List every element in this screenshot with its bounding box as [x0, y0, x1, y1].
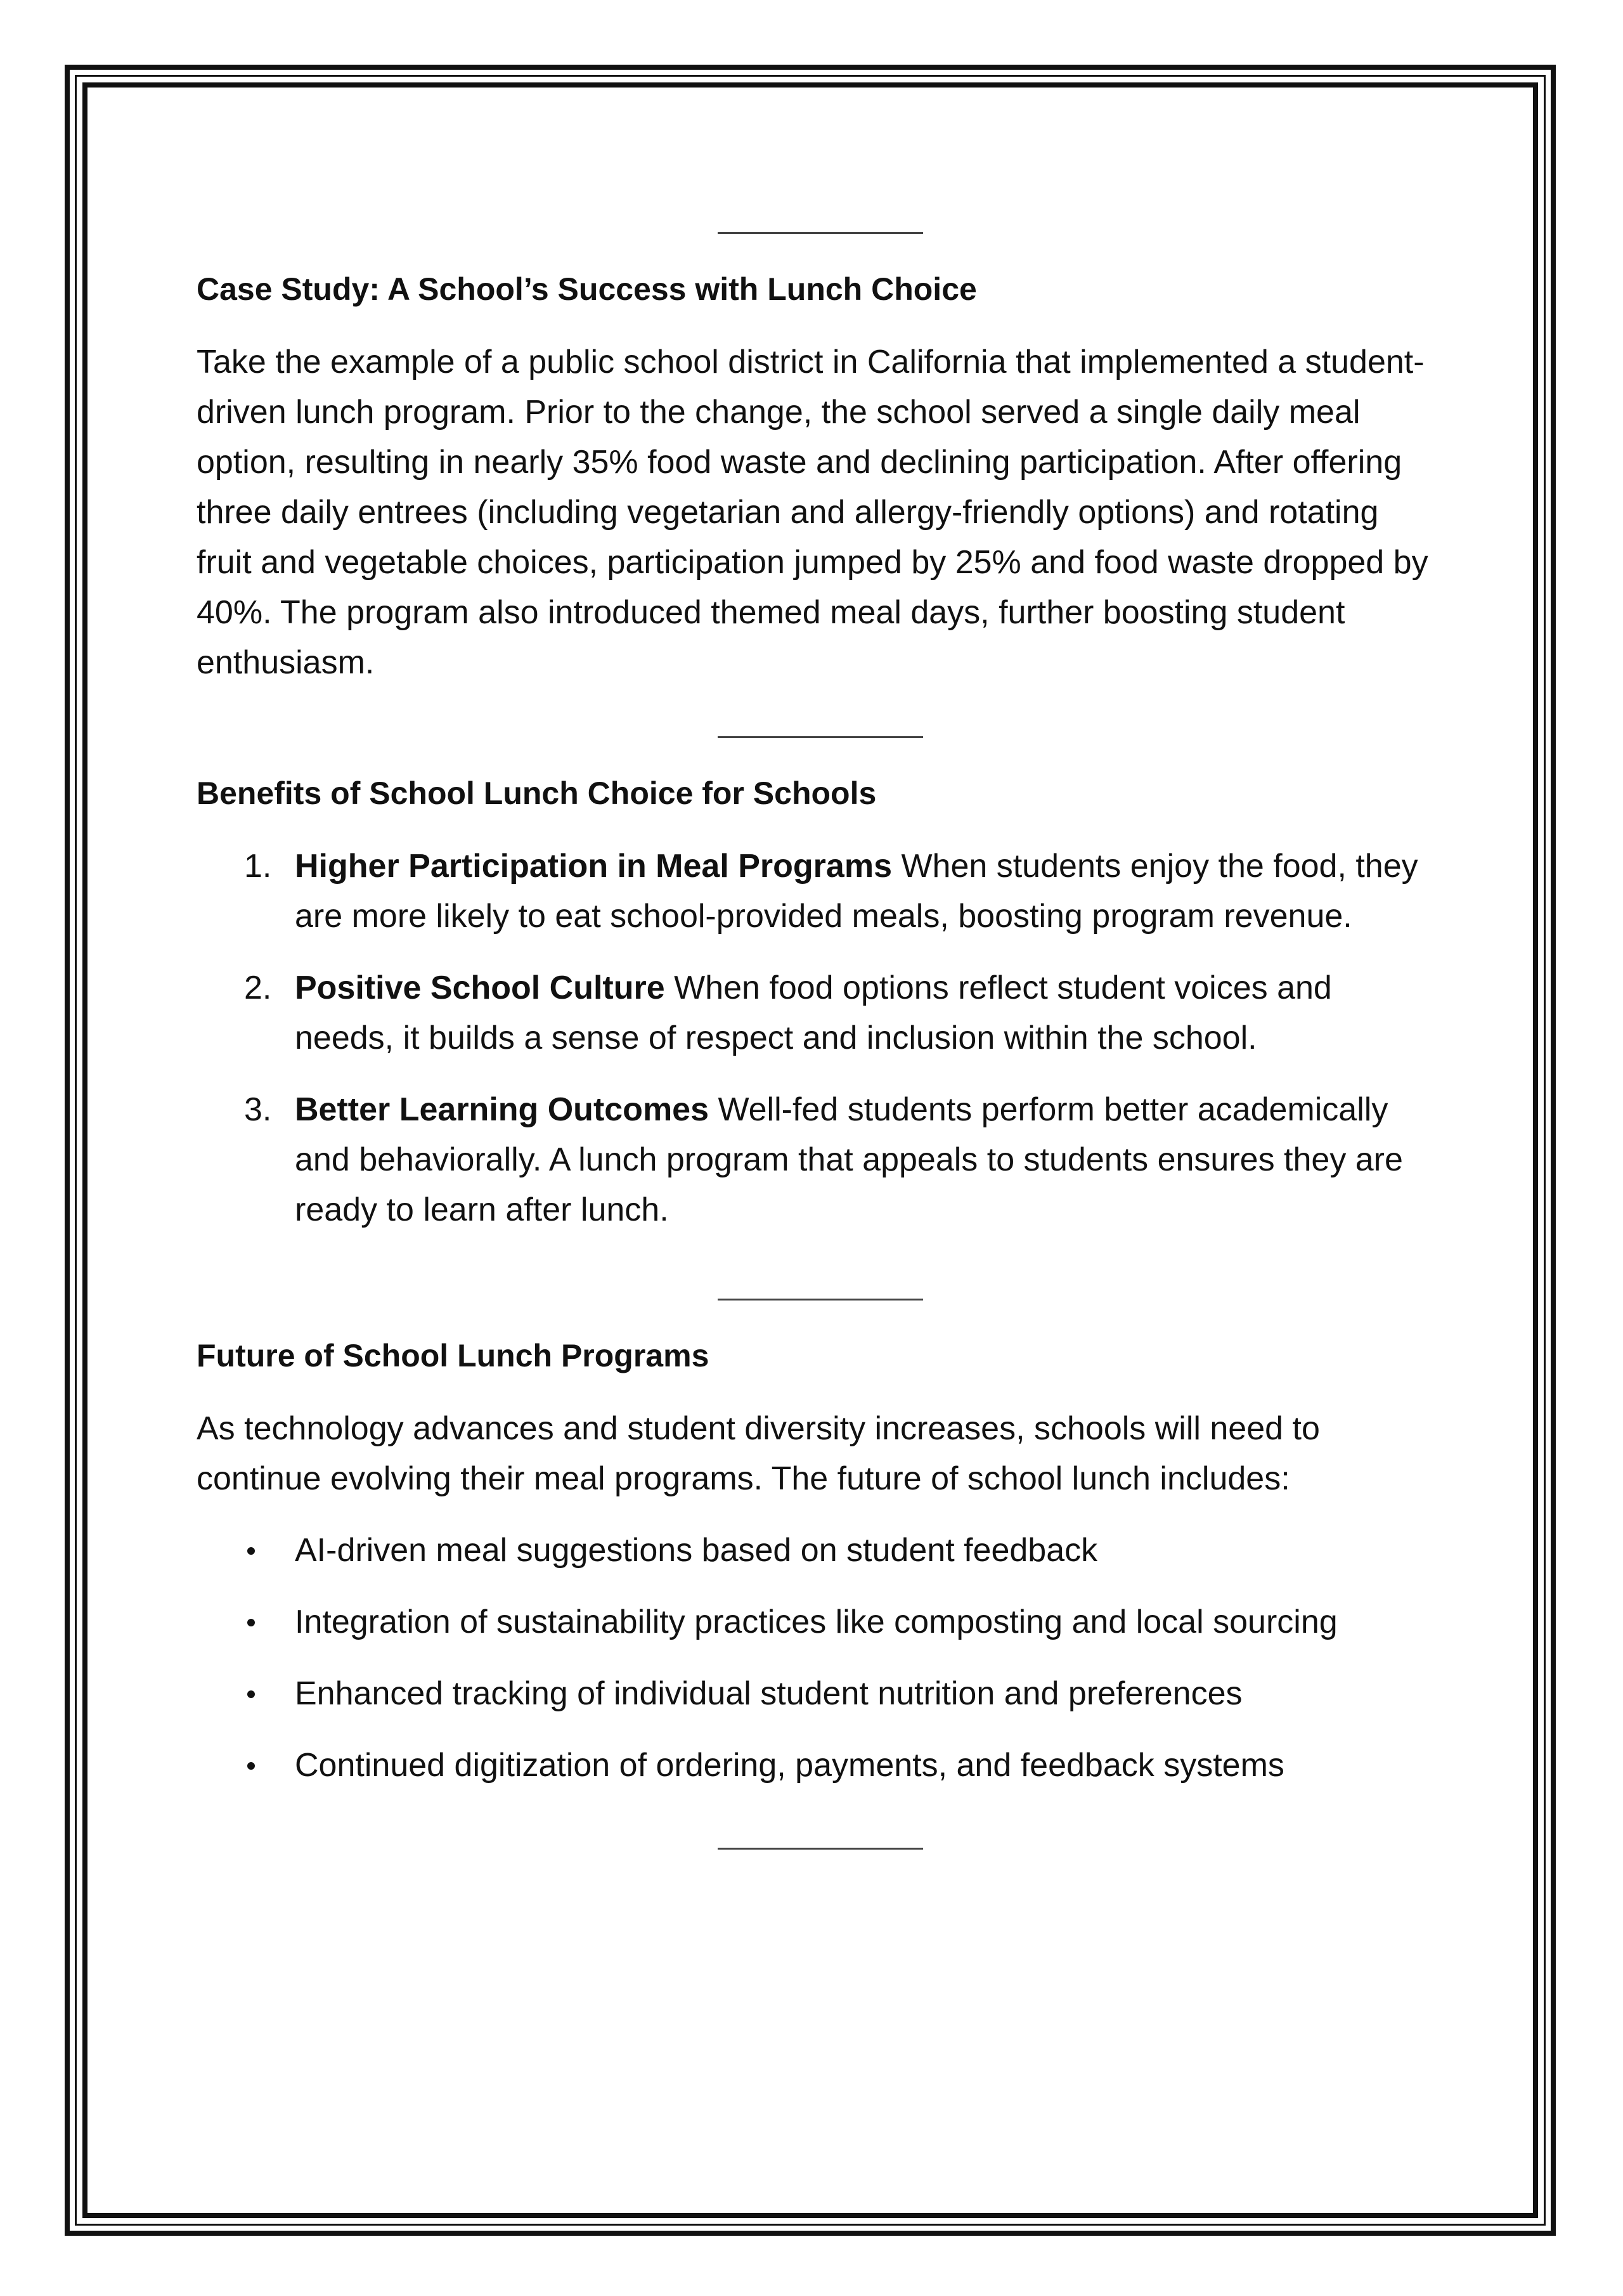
- bullet-icon: [247, 1762, 255, 1770]
- future-item-text: AI-driven meal suggestions based on student feedback: [295, 1532, 1098, 1569]
- benefits-heading: Benefits of School Lunch Choice for Schools: [197, 775, 877, 811]
- benefit-number: 1.: [244, 848, 272, 885]
- future-list-item: [197, 1597, 1439, 1647]
- future-list-item: [197, 1741, 1439, 1791]
- bullet-icon: [247, 1619, 255, 1626]
- document-content: [197, 190, 1439, 1850]
- section-divider: [718, 232, 923, 234]
- benefit-number: 3.: [244, 1091, 272, 1128]
- future-section: [197, 1335, 1439, 1791]
- case-study-heading: Case Study: A School’s Success with Lunch Choice: [197, 271, 977, 307]
- benefit-item: [197, 841, 1439, 942]
- benefit-text: Well-fed students perform better academically and behaviorally. A lunch program that appeals to students ensures they are ready to learn after lunch.: [295, 1091, 1403, 1228]
- case-study-paragraph: Take the example of a public school district in California that implemented a student-driven lunch program. Prior to the change, the school served a single daily meal option, resulting in nearly 35% food waste and declining participation. After offering three daily entrees (including vegetarian and allergy-friendly options) and rotating fruit and vegetable choices, participation jumped by 25% and food waste dropped by 40%. The program also introduced themed meal days, further boosting student enthusiasm.: [197, 344, 1428, 681]
- section-divider: [718, 736, 923, 738]
- future-heading: Future of School Lunch Programs: [197, 1338, 709, 1373]
- benefit-title: Better Learning Outcomes: [295, 1091, 709, 1128]
- future-item-text: Continued digitization of ordering, payments, and feedback systems: [295, 1747, 1284, 1784]
- benefit-title: Positive School Culture: [295, 970, 665, 1006]
- future-item-text: Enhanced tracking of individual student nutrition and preferences: [295, 1675, 1243, 1712]
- benefit-text: When students enjoy the food, they are more likely to eat school-provided meals, boosting program revenue.: [295, 848, 1418, 935]
- future-list: [197, 1526, 1439, 1791]
- benefits-list: [197, 841, 1439, 1235]
- future-item-text: Integration of sustainability practices like composting and local sourcing: [295, 1604, 1338, 1640]
- benefit-item: [197, 963, 1439, 1063]
- benefit-item: [197, 1085, 1439, 1235]
- future-list-item: [197, 1669, 1439, 1719]
- benefits-section: [197, 773, 1439, 1235]
- case-study-section: [197, 269, 1439, 688]
- benefit-text: When food options reflect student voices and needs, it builds a sense of respect and inclusion within the school.: [295, 970, 1332, 1056]
- future-intro: As technology advances and student diversity increases, schools will need to continue evolving their meal programs. The future of school lunch includes:: [197, 1410, 1320, 1497]
- bullet-icon: [247, 1690, 255, 1698]
- bullet-icon: [247, 1547, 255, 1555]
- future-list-item: [197, 1526, 1439, 1576]
- section-divider: [718, 1299, 923, 1300]
- benefit-title: Higher Participation in Meal Programs: [295, 848, 892, 885]
- section-divider: [718, 1848, 923, 1850]
- benefit-number: 2.: [244, 970, 272, 1006]
